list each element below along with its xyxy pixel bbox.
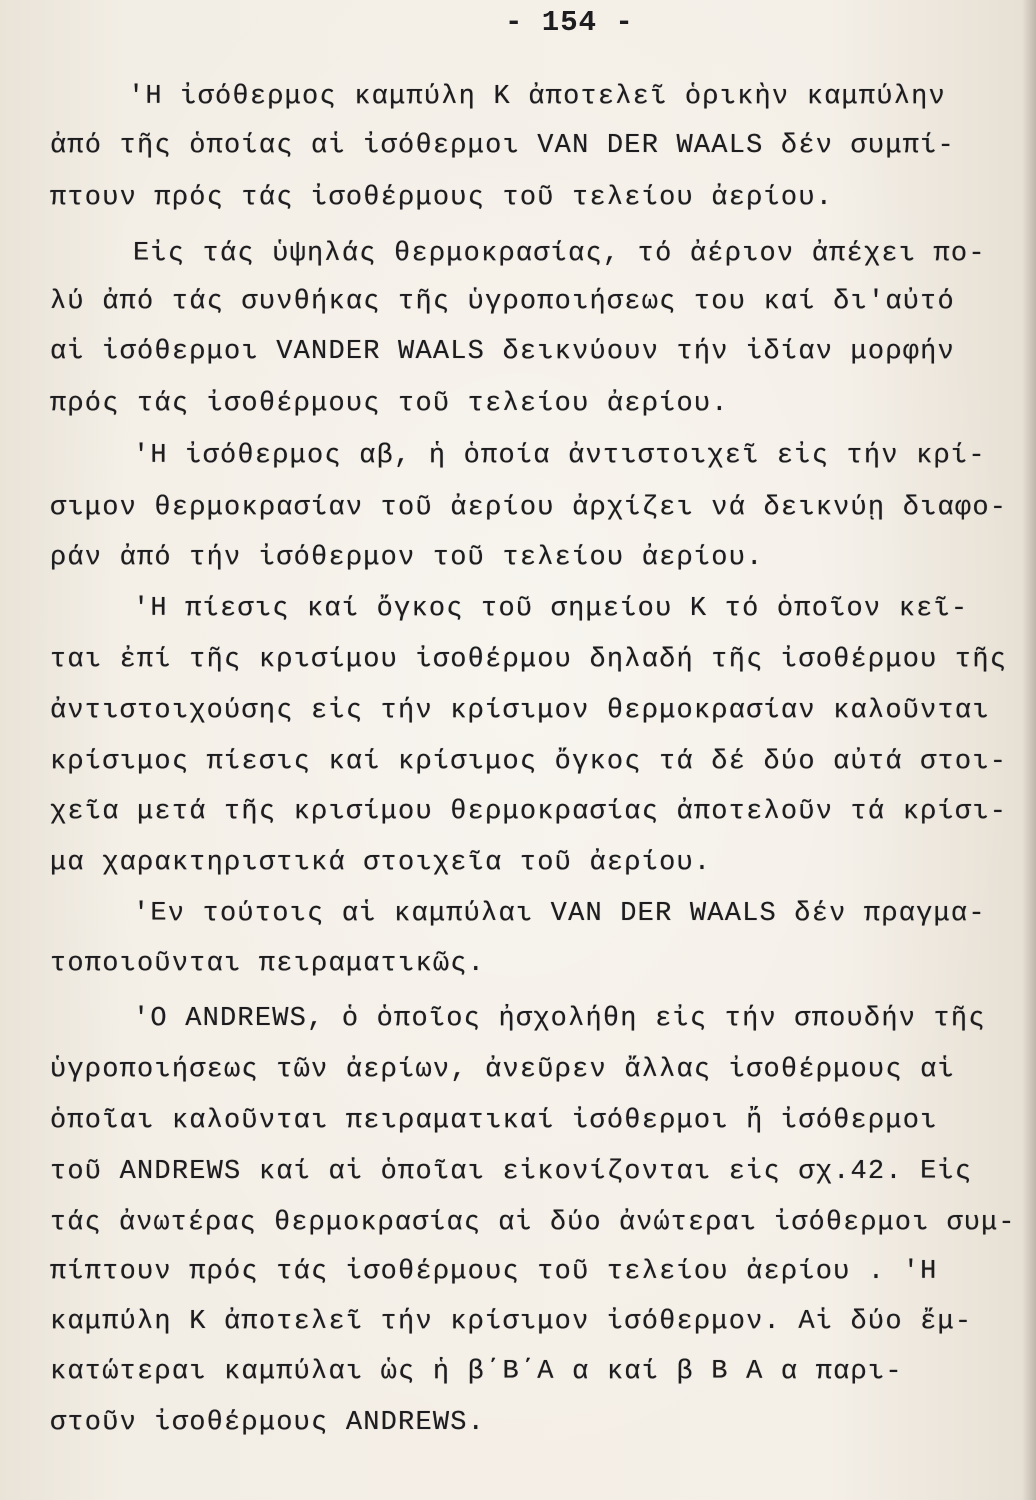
page-edge-shadow (1022, 0, 1036, 1500)
text-line: 'Εν τούτοις αἱ καμπύλαι VAN DER WAALS δέν πραγμα- (133, 899, 986, 929)
text-line: τοῦ ANDREWS καί αἱ ὁποῖαι εἰκονίζονται εἰς σχ.42. Εἰς (50, 1157, 973, 1187)
text-line: ται ἐπί τῆς κρισίμου ἰσοθέρμου δηλαδή τῆς ἰσοθέρμου τῆς (50, 645, 1008, 675)
text-line: 'Η πίεσις καί ὄγκος τοῦ σημείου K τό ὁποῖον κεῖ- (133, 594, 969, 624)
text-line: τοποιοῦνται πειραματικῶς. (50, 949, 486, 979)
page-number: - 154 - (505, 6, 634, 39)
text-line: 'Ο ANDREWS, ὁ ὁποῖος ἠσχολήθη εἰς τήν σπουδήν τῆς (133, 1004, 986, 1034)
text-line: πίπτουν πρός τάς ἰσοθέρμους τοῦ τελείου ἀερίου . 'Η (50, 1257, 938, 1287)
text-line: καμπύλη K ἀποτελεῖ τήν κρίσιμον ἰσόθερμον. Αἱ δύο ἔμ- (50, 1307, 973, 1337)
text-line: λύ ἀπό τάς συνθήκας τῆς ὑγροποιήσεως του καί δι'αὐτό (50, 287, 955, 317)
text-line: κρίσιμος πίεσις καί κρίσιμος ὄγκος τά δέ δύο αὐτά στοι- (50, 747, 1008, 777)
text-line: Εἰς τάς ὑψηλάς θερμοκρασίας, τό ἀέριον ἀπέχει πο- (133, 239, 986, 269)
text-line: χεῖα μετά τῆς κρισίμου θερμοκρασίας ἀποτελοῦν τά κρίσι- (50, 797, 1008, 827)
text-line: σιμον θερμοκρασίαν τοῦ ἀερίου ἀρχίζει νά δεικνύῃ διαφο- (50, 493, 1008, 523)
text-line: ἀντιστοιχούσης εἰς τήν κρίσιμον θερμοκρασίαν καλοῦνται (50, 696, 990, 726)
text-line: στοῦν ἰσοθέρμους ANDREWS. (50, 1408, 486, 1438)
text-line: 'Η ἰσόθερμος αβ, ἡ ὁποία ἀντιστοιχεῖ εἰς τήν κρί- (133, 441, 986, 471)
text-line: αἱ ἰσόθερμοι VANDER WAALS δεικνύουν τήν ἰδίαν μορφήν (50, 337, 955, 367)
text-line: πτουν πρός τάς ἰσοθέρμους τοῦ τελείου ἀερίου. (50, 183, 834, 213)
text-line: τάς ἀνωτέρας θερμοκρασίας αἱ δύο ἀνώτεραι ἰσόθερμοι συμ- (50, 1208, 1016, 1238)
text-line: πρός τάς ἰσοθέρμους τοῦ τελείου ἀερίου. (50, 389, 729, 419)
text-line: ὁποῖαι καλοῦνται πειραματικαί ἰσόθερμοι ἤ ἰσόθερμοι (50, 1106, 938, 1136)
text-line: μα χαρακτηριστικά στοιχεῖα τοῦ ἀερίου. (50, 848, 712, 878)
text-line: ὑγροποιήσεως τῶν ἀερίων, ἀνεῦρεν ἄλλας ἰσοθέρμους αἱ (50, 1055, 955, 1085)
text-line: κατώτεραι καμπύλαι ὡς ἡ β΄Β΄Α α καί β Β Α α παρι- (50, 1357, 903, 1387)
text-line: 'Η ἰσόθερμος καμπύλη K ἀποτελεῖ ὁρικὴν καμπύλην (128, 82, 946, 112)
text-line: ἀπό τῆς ὁποίας αἱ ἰσόθερμοι VAN DER WAALS δέν συμπί- (50, 131, 955, 161)
text-line: ράν ἀπό τήν ἰσόθερμον τοῦ τελείου ἀερίου. (50, 543, 764, 573)
